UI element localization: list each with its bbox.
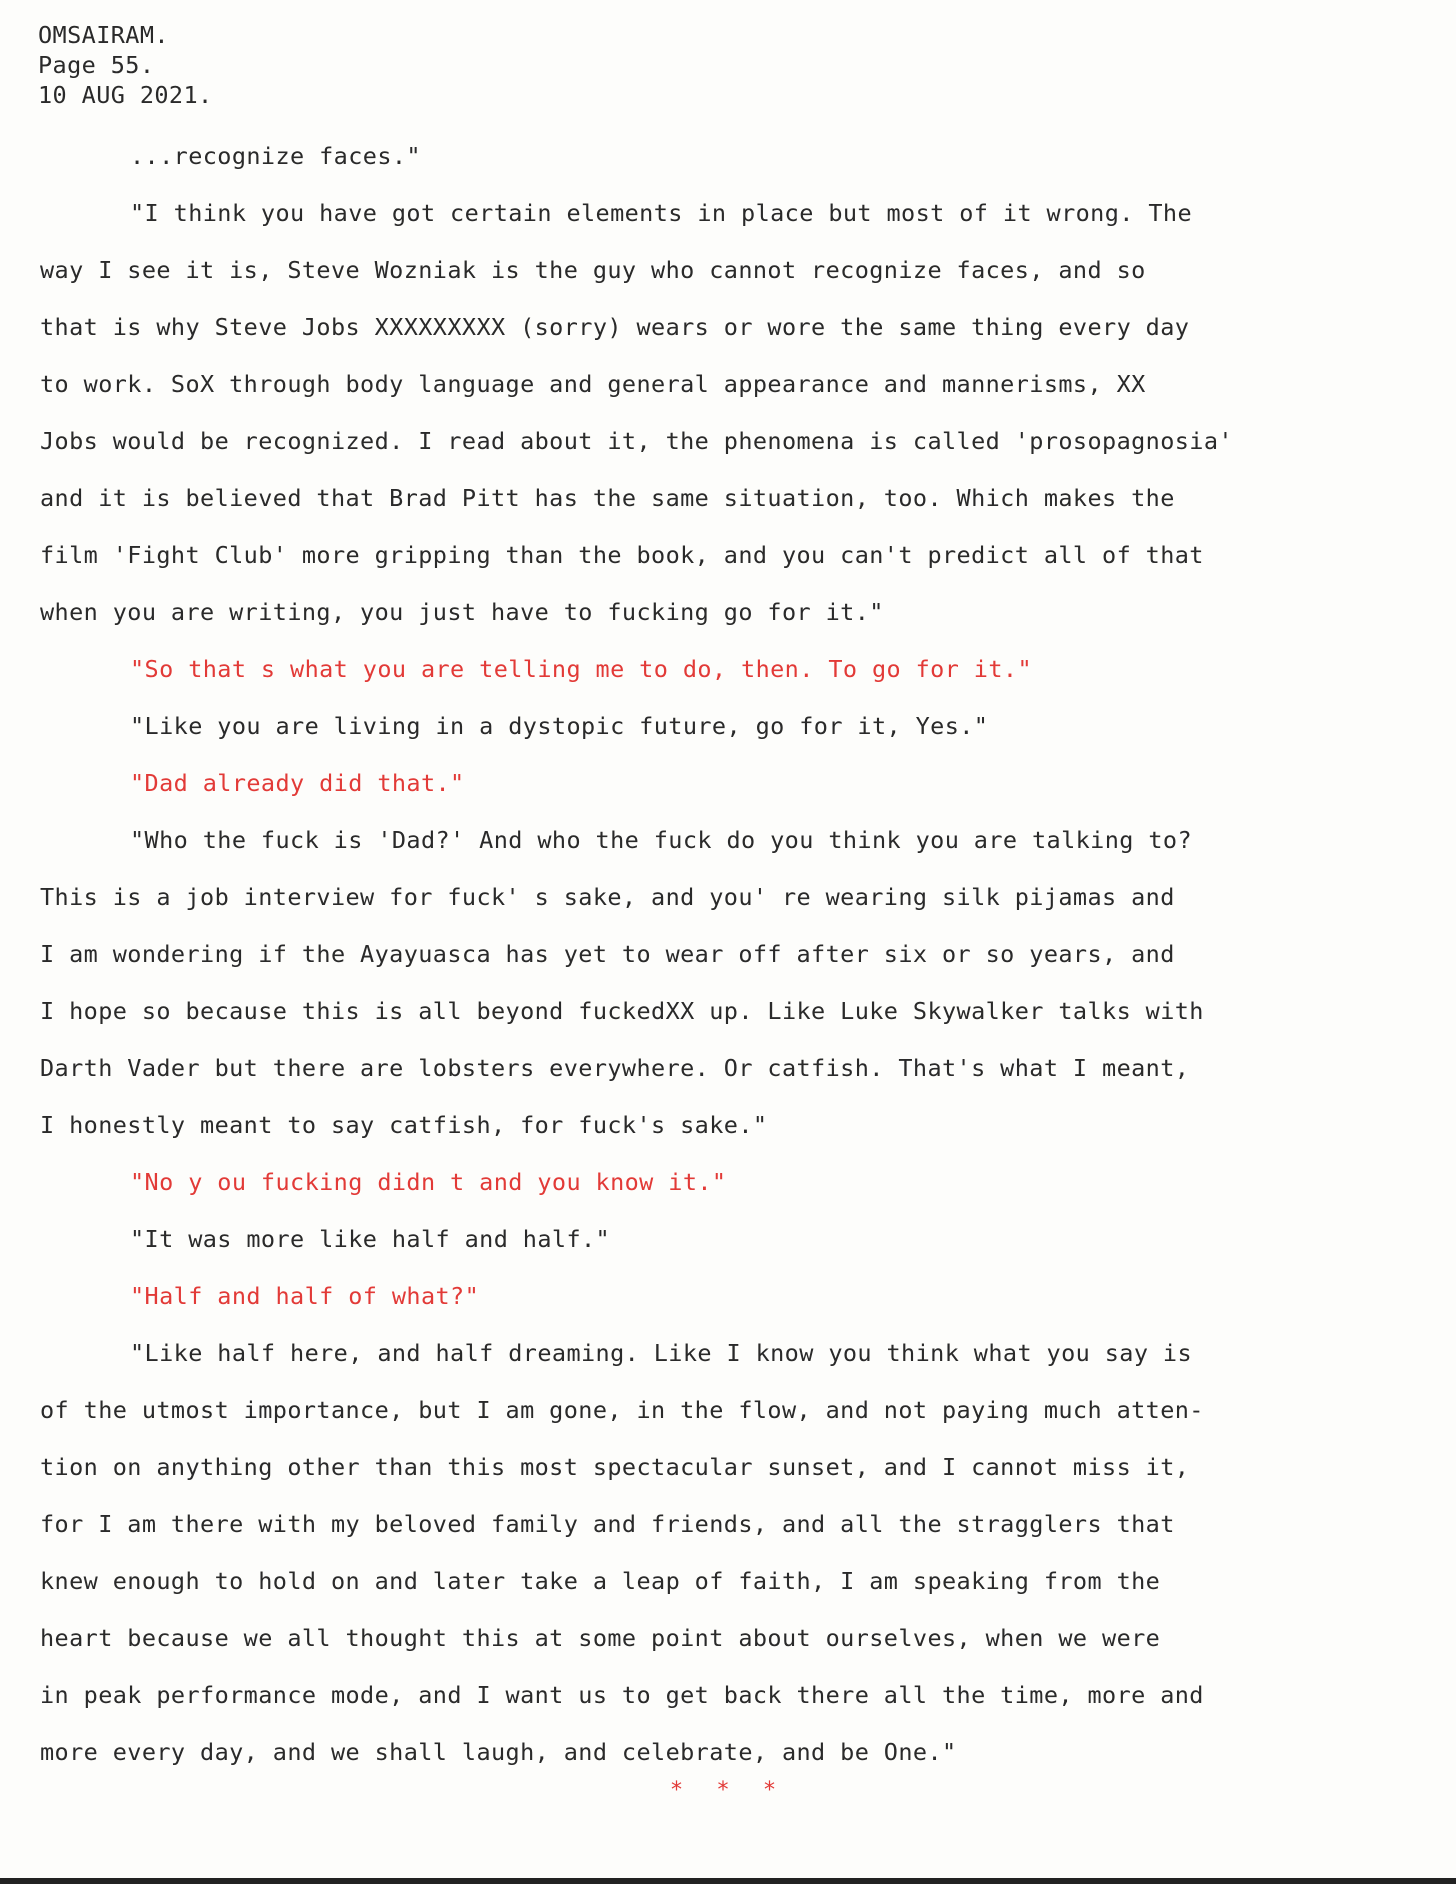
text-line: "Half and half of what?" (130, 1282, 480, 1310)
paragraph-red (40, 755, 1420, 812)
paragraph (40, 185, 1420, 641)
text-line: for I am there with my beloved family and friends, and all the stragglers that (40, 1510, 1175, 1538)
text-line: when you are writing, you just have to fucking go for it." (40, 598, 884, 626)
manuscript-body (40, 128, 1420, 1781)
text-line: This is a job interview for fuck' s sake, and you' re wearing silk pijamas and (40, 883, 1175, 911)
header-date: 10 AUG 2021. (38, 81, 213, 109)
text-line: heart because we all thought this at some point about ourselves, when we were (40, 1624, 1161, 1652)
paragraph (40, 1325, 1420, 1781)
text-line: "No y ou fucking didn t and you know it." (130, 1168, 727, 1196)
paragraph-red (40, 1268, 1420, 1325)
section-separator: * * * (669, 1778, 787, 1803)
text-line: "It was more like half and half." (130, 1225, 611, 1253)
text-line: I am wondering if the Ayayuasca has yet to wear off after six or so years, and (40, 940, 1175, 968)
text-line: and it is believed that Brad Pitt has the same situation, too. Which makes the (40, 484, 1175, 512)
page-header (38, 20, 213, 110)
paragraph (40, 1211, 1420, 1268)
text-line: of the utmost importance, but I am gone, in the flow, and not paying much atten- (40, 1396, 1204, 1424)
paragraph-red (40, 1154, 1420, 1211)
paragraph-red (40, 641, 1420, 698)
text-line: "Like half here, and half dreaming. Like I know you think what you say is (130, 1339, 1193, 1367)
text-line: tion on anything other than this most spectacular sunset, and I cannot miss it, (40, 1453, 1190, 1481)
text-line: way I see it is, Steve Wozniak is the guy who cannot recognize faces, and so (40, 256, 1146, 284)
page-bottom-edge (0, 1878, 1456, 1884)
text-line: film 'Fight Club' more gripping than the book, and you can't predict all of that (40, 541, 1204, 569)
text-line: "Like you are living in a dystopic future, go for it, Yes." (130, 712, 989, 740)
text-line: "Dad already did that." (130, 769, 465, 797)
text-line: knew enough to hold on and later take a leap of faith, I am speaking from the (40, 1567, 1161, 1595)
text-line: ...recognize faces." (130, 142, 421, 170)
text-line: "I think you have got certain elements in place but most of it wrong. The (130, 199, 1193, 227)
text-line: I hope so because this is all beyond fuckedXX up. Like Luke Skywalker talks with (40, 997, 1204, 1025)
paragraph (40, 128, 1420, 185)
text-line: that is why Steve Jobs XXXXXXXXX (sorry) wears or wore the same thing every day (40, 313, 1190, 341)
text-line: I honestly meant to say catfish, for fuck's sake." (40, 1111, 768, 1139)
text-line: "Who the fuck is 'Dad?' And who the fuck do you think you are talking to? (130, 826, 1193, 854)
text-line: more every day, and we shall laugh, and celebrate, and be One." (40, 1738, 957, 1766)
text-line: Jobs would be recognized. I read about it, the phenomena is called 'prosopagnosia' (40, 427, 1233, 455)
text-line: "So that s what you are telling me to do, then. To go for it." (130, 655, 1032, 683)
paragraph (40, 812, 1420, 1154)
header-page-number: Page 55. (38, 51, 155, 79)
text-line: Darth Vader but there are lobsters everywhere. Or catfish. That's what I meant, (40, 1054, 1190, 1082)
header-title: OMSAIRAM. (38, 21, 169, 49)
text-line: to work. SoX through body language and general appearance and mannerisms, XX (40, 370, 1146, 398)
text-line: in peak performance mode, and I want us to get back there all the time, more and (40, 1681, 1204, 1709)
paragraph (40, 698, 1420, 755)
